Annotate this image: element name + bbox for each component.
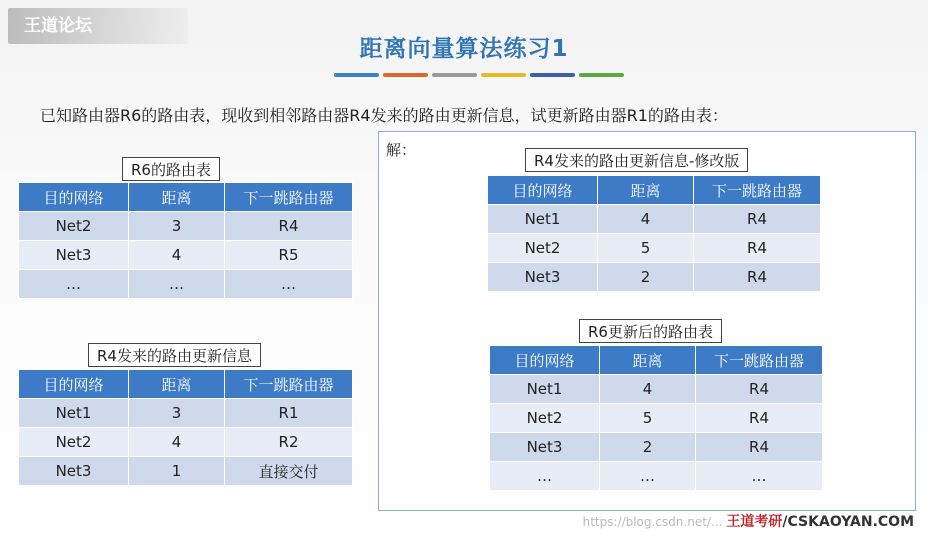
table-row <box>19 457 353 486</box>
r6-updated-table <box>489 345 823 491</box>
table-row <box>488 205 821 234</box>
cell-next: R4 <box>694 234 821 263</box>
r6-routing-table <box>18 182 353 299</box>
r4-modified-table <box>487 175 821 292</box>
cell-dest: Net2 <box>490 404 600 433</box>
cell-next: R4 <box>696 404 823 433</box>
table-row <box>490 433 823 462</box>
table-row <box>19 428 353 457</box>
table-row <box>490 404 823 433</box>
color-bar <box>432 73 477 77</box>
r6-table-caption: R6的路由表 <box>122 157 220 181</box>
cell-next: … <box>225 270 353 299</box>
cell-dist: 3 <box>129 212 225 241</box>
table-row <box>19 241 353 270</box>
cell-dist: 3 <box>129 399 225 428</box>
cell-dest: Net3 <box>488 263 598 292</box>
cell-dest: … <box>19 270 129 299</box>
cell-dest: Net3 <box>19 241 129 270</box>
col-next-header: 下一跳路由器 <box>225 370 353 399</box>
cell-next: R4 <box>225 212 353 241</box>
cell-dest: … <box>490 462 600 491</box>
color-bar <box>481 73 526 77</box>
color-bar <box>579 73 624 77</box>
r4-modified-caption: R4发来的路由更新信息-修改版 <box>525 148 748 172</box>
cell-dist: 5 <box>600 404 696 433</box>
col-dist-header: 距离 <box>600 346 696 375</box>
col-dist-header: 距离 <box>598 176 694 205</box>
slide-title: 距离向量算法练习1 <box>359 36 569 62</box>
cell-next: 直接交付 <box>225 457 353 486</box>
cell-dest: Net3 <box>490 433 600 462</box>
col-dest-header: 目的网络 <box>19 183 129 212</box>
cell-next: R4 <box>694 205 821 234</box>
cell-next: R2 <box>225 428 353 457</box>
r4-update-caption: R4发来的路由更新信息 <box>88 343 261 367</box>
cell-next: R4 <box>696 375 823 404</box>
cell-dest: Net2 <box>19 212 129 241</box>
table-row <box>488 234 821 263</box>
color-bar <box>530 73 575 77</box>
cell-next: R4 <box>694 263 821 292</box>
cell-dist: 4 <box>598 205 694 234</box>
cell-dist: 4 <box>129 428 225 457</box>
table-row <box>488 263 821 292</box>
cell-dist: … <box>600 462 696 491</box>
cell-dist: 1 <box>129 457 225 486</box>
col-dist-header: 距离 <box>129 183 225 212</box>
table-row <box>19 270 353 299</box>
col-dest-header: 目的网络 <box>488 176 598 205</box>
color-bar <box>383 73 428 77</box>
col-dest-header: 目的网络 <box>490 346 600 375</box>
answer-label: 解： <box>386 141 417 159</box>
cell-next: … <box>696 462 823 491</box>
col-next-header: 下一跳路由器 <box>225 183 353 212</box>
col-dist-header: 距离 <box>129 370 225 399</box>
watermark-brand-red: 王道考研 <box>726 514 783 530</box>
table-row <box>19 212 353 241</box>
col-next-header: 下一跳路由器 <box>696 346 823 375</box>
cell-dist: 2 <box>598 263 694 292</box>
cell-dest: Net2 <box>488 234 598 263</box>
cell-dist: 2 <box>600 433 696 462</box>
brand-watermark <box>583 511 914 531</box>
watermark-url: https://blog.csdn.net/... <box>582 515 723 529</box>
title-color-bars <box>334 73 624 77</box>
cell-dest: Net3 <box>19 457 129 486</box>
table-row <box>19 399 353 428</box>
cell-dest: Net2 <box>19 428 129 457</box>
cell-dest: Net1 <box>490 375 600 404</box>
color-bar <box>334 73 379 77</box>
col-next-header: 下一跳路由器 <box>694 176 821 205</box>
r6-updated-caption: R6更新后的路由表 <box>579 319 722 343</box>
cell-next: R4 <box>696 433 823 462</box>
question-text: 已知路由器R6的路由表，现收到相邻路由器R4发来的路由更新信息，试更新路由器R1的路由表： <box>40 106 728 125</box>
cell-next: R5 <box>225 241 353 270</box>
col-dest-header: 目的网络 <box>19 370 129 399</box>
cell-dist: 4 <box>600 375 696 404</box>
table-row <box>490 462 823 491</box>
table-row <box>490 375 823 404</box>
cell-dest: Net1 <box>19 399 129 428</box>
watermark-brand-rest: /CSKAOYAN.COM <box>782 514 914 530</box>
cell-dist: 4 <box>129 241 225 270</box>
cell-dist: 5 <box>598 234 694 263</box>
cell-dest: Net1 <box>488 205 598 234</box>
r4-update-table <box>18 369 353 486</box>
cell-next: R1 <box>225 399 353 428</box>
forum-logo: 王道论坛 <box>8 8 188 44</box>
cell-dist: … <box>129 270 225 299</box>
